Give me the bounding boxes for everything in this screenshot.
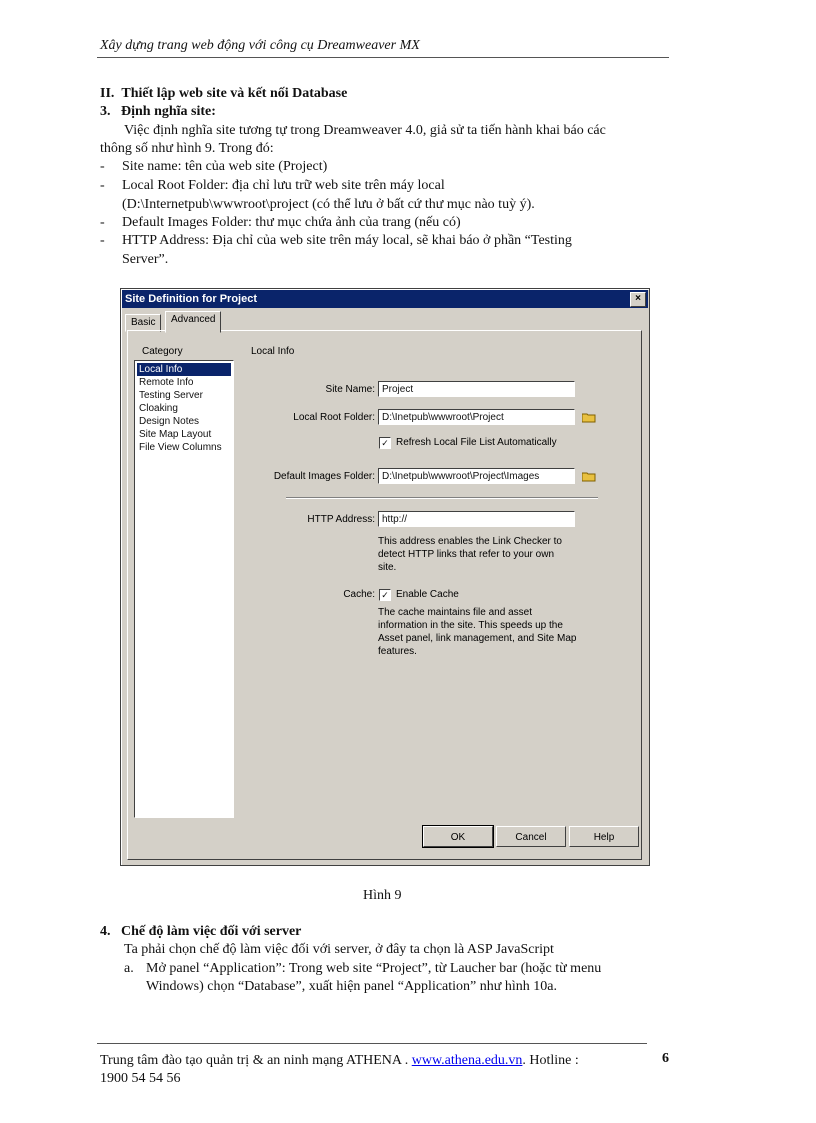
separator: [286, 497, 598, 499]
help-button[interactable]: Help: [569, 826, 639, 847]
site-definition-dialog: [120, 288, 650, 866]
http-note: detect HTTP links that refer to your own: [378, 549, 555, 560]
site-name-label: Site Name:: [325, 384, 375, 395]
dialog-titlebar: [122, 290, 648, 308]
subsection-heading: 3. Định nghĩa site:: [100, 104, 216, 119]
category-item-site-map-layout[interactable]: Site Map Layout: [139, 429, 212, 440]
paragraph-line: Việc định nghĩa site tương tự trong Dreamweaver 4.0, giả sử ta tiến hành khai báo các: [124, 123, 606, 138]
bullet-text: Server”.: [122, 252, 169, 267]
cache-label: Cache:: [343, 589, 375, 600]
http-note: site.: [378, 562, 397, 573]
bullet-dash: -: [100, 178, 105, 193]
section-label: Local Info: [251, 346, 295, 357]
default-images-label: Default Images Folder:: [273, 471, 375, 482]
bullet-text: HTTP Address: Địa chỉ của web site trên máy local, sẽ khai báo ở phần “Testing: [122, 233, 572, 248]
figure-caption: Hình 9: [363, 888, 402, 903]
local-root-label: Local Root Folder:: [293, 412, 375, 423]
list-item-text: Windows) chọn “Database”, xuất hiện panel “Application” như hình 10a.: [146, 979, 557, 994]
footer-line: [100, 1051, 579, 1070]
footer-text: . Hotline :: [522, 1053, 579, 1068]
close-icon[interactable]: ×: [630, 292, 646, 307]
category-item-file-view-columns[interactable]: File View Columns: [139, 442, 222, 453]
category-item-local-info[interactable]: Local Info: [137, 363, 231, 376]
http-address-label: HTTP Address:: [307, 514, 375, 525]
bullet-dash: -: [100, 233, 105, 248]
cache-note: information in the site. This speeds up the: [378, 620, 563, 631]
cache-note: features.: [378, 646, 417, 657]
default-images-input[interactable]: D:\Inetpub\wwwroot\Project\Images: [378, 468, 575, 484]
tab-advanced[interactable]: Advanced: [165, 311, 221, 333]
paragraph-line: thông số như hình 9. Trong đó:: [100, 141, 274, 156]
footer-text: Trung tâm đào tạo quản trị & an ninh mạng ATHENA .: [100, 1053, 412, 1068]
enable-cache-checkbox[interactable]: ✓: [379, 589, 391, 601]
site-name-input[interactable]: Project: [378, 381, 575, 397]
bullet-text: Site name: tên của web site (Project): [122, 159, 328, 174]
tab-basic[interactable]: Basic: [125, 314, 161, 332]
page-number: 6: [662, 1051, 669, 1066]
footer-rule: [97, 1043, 647, 1044]
category-item-remote-info[interactable]: Remote Info: [139, 377, 194, 388]
enable-cache-label: Enable Cache: [396, 589, 459, 600]
folder-icon[interactable]: [582, 412, 596, 423]
bullet-text: Local Root Folder: địa chỉ lưu trữ web site trên máy local: [122, 178, 445, 193]
category-item-design-notes[interactable]: Design Notes: [139, 416, 200, 427]
cache-note: The cache maintains file and asset: [378, 607, 532, 618]
dialog-title: Site Definition for Project: [125, 293, 258, 305]
http-note: This address enables the Link Checker to: [378, 536, 562, 547]
category-label: Category: [142, 346, 183, 357]
footer-hotline: 1900 54 54 56: [100, 1071, 181, 1086]
header-rule: [97, 57, 669, 58]
running-header: Xây dựng trang web động với công cụ Dreamweaver MX: [100, 38, 420, 53]
bullet-text: (D:\Internetpub\wwwroot\project (có thể lưu ở bất cứ thư mục nào tuỳ ý).: [122, 197, 535, 212]
bullet-text: Default Images Folder: thư mục chứa ảnh của trang (nếu có): [122, 215, 461, 230]
category-list: [134, 360, 234, 818]
section-heading: II. Thiết lập web site và kết nối Database: [100, 86, 348, 101]
ok-button[interactable]: OK: [423, 826, 493, 847]
cache-note: Asset panel, link management, and Site Map: [378, 633, 577, 644]
footer-link[interactable]: www.athena.edu.vn: [411, 1053, 523, 1068]
folder-icon[interactable]: [582, 471, 596, 482]
category-item-cloaking[interactable]: Cloaking: [139, 403, 178, 414]
bullet-dash: -: [100, 215, 105, 230]
refresh-checkbox[interactable]: ✓: [379, 437, 391, 449]
cancel-button[interactable]: Cancel: [496, 826, 566, 847]
paragraph-line: Ta phải chọn chế độ làm việc đối với server, ở đây ta chọn là ASP JavaScript: [124, 942, 554, 957]
bullet-dash: -: [100, 159, 105, 174]
section-4-heading: 4. Chế độ làm việc đối với server: [100, 924, 302, 939]
category-item-testing-server[interactable]: Testing Server: [139, 390, 203, 401]
refresh-label: Refresh Local File List Automatically: [396, 437, 557, 448]
http-address-input[interactable]: http://: [378, 511, 575, 527]
local-root-input[interactable]: D:\Inetpub\wwwroot\Project: [378, 409, 575, 425]
list-item-text: Mở panel “Application”: Trong web site “Project”, từ Laucher bar (hoặc từ menu: [146, 961, 602, 976]
list-item-marker: a.: [124, 961, 134, 976]
